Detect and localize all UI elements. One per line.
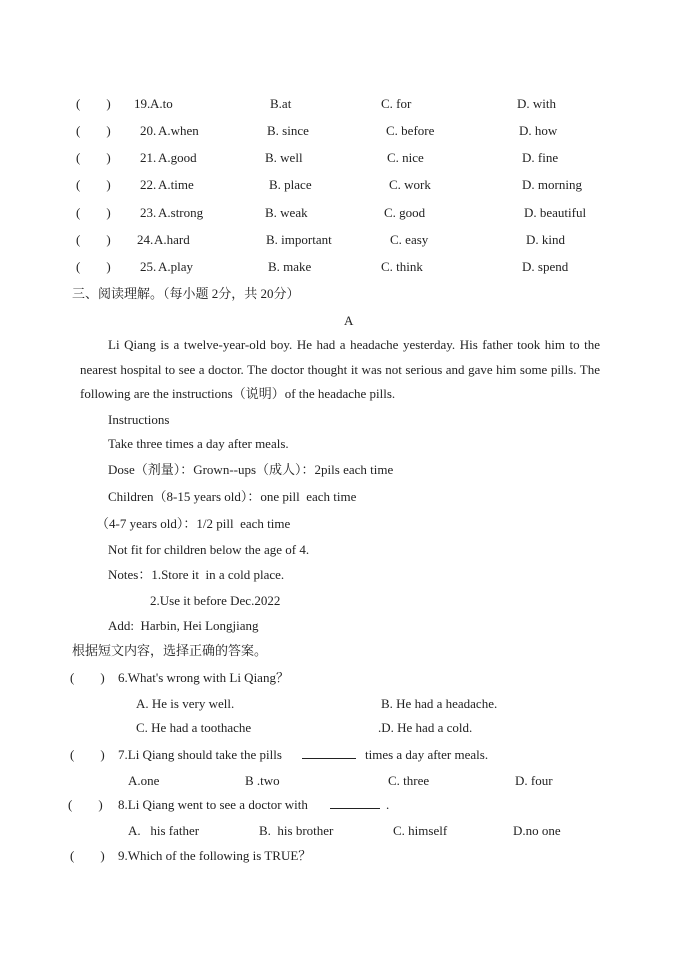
instructions-take: Take three times a day after meals. — [108, 436, 289, 451]
option-a: A.time — [158, 177, 194, 192]
passage-label: A — [344, 313, 354, 328]
answer-paren[interactable]: ( ) — [76, 177, 111, 192]
option-b: B. make — [268, 259, 312, 274]
option-a: A.when — [158, 123, 199, 138]
answer-paren[interactable]: ( ) — [68, 797, 103, 812]
instructions-notfit: Not fit for children below the age of 4. — [108, 542, 310, 557]
instructions-dose: Dose（剂量）：Grown--ups（成人）：2pils each time — [108, 462, 394, 477]
option-c: C. for — [381, 96, 412, 111]
option-a: A.to — [150, 96, 173, 111]
answer-paren[interactable]: ( ) — [76, 205, 111, 220]
option-d: D. how — [519, 123, 558, 138]
option-a: A. He is very well. — [136, 696, 235, 711]
question-stem-post: . — [386, 797, 390, 812]
question-number: 25. — [140, 259, 157, 274]
answer-paren[interactable]: ( ) — [70, 670, 105, 685]
option-b: B.at — [270, 96, 292, 111]
option-b: B. important — [266, 232, 332, 247]
option-d: D. beautiful — [524, 205, 587, 220]
option-d: D. with — [517, 96, 556, 111]
option-d: D. spend — [522, 259, 569, 274]
directive-text: 根据短文内容，选择正确的答案。 — [72, 643, 268, 658]
option-b: B. since — [267, 123, 309, 138]
question-number: 24. — [137, 232, 154, 247]
instructions-notes-1: Notes：1.Store it in a cold place. — [108, 567, 285, 582]
answer-paren[interactable]: ( ) — [76, 259, 111, 274]
option-a: A.good — [158, 150, 197, 165]
option-c: C. work — [389, 177, 431, 192]
instructions-heading: Instructions — [108, 412, 170, 427]
passage-text: Li Qiang is a twelve-year-old boy. He had a headache yesterday. His father took him to the nearest hospital to see a doctor. The doctor thought it was not serious and gave him some pills. The following are the instructions（说明）of the headache pills. — [80, 337, 600, 401]
option-b: B. his brother — [259, 823, 334, 838]
answer-blank[interactable] — [302, 747, 356, 763]
instructions-notes-2: 2.Use it before Dec.2022 — [150, 593, 281, 608]
question-stem: 6.What's wrong with Li Qiang？ — [118, 670, 289, 685]
option-a: A.one — [128, 773, 160, 788]
answer-paren[interactable]: ( ) — [76, 123, 111, 138]
question-number: 22. — [140, 177, 157, 192]
section-title: 三、阅读理解。（每小题 2分，共 20分） — [72, 286, 300, 301]
option-a: A.strong — [158, 205, 204, 220]
question-number: 23. — [140, 205, 157, 220]
option-a: A.play — [158, 259, 194, 274]
option-b: B. He had a headache. — [381, 696, 498, 711]
option-d: .D. He had a cold. — [378, 720, 473, 735]
option-b: B. well — [265, 150, 303, 165]
option-d: D. morning — [522, 177, 582, 192]
question-stem-post: times a day after meals. — [365, 747, 489, 762]
answer-paren[interactable]: ( ) — [76, 96, 111, 111]
option-c: C. good — [384, 205, 426, 220]
question-number: 19. — [134, 96, 151, 111]
question-number: 20. — [140, 123, 157, 138]
option-b: B .two — [245, 773, 280, 788]
answer-paren[interactable]: ( ) — [70, 848, 105, 863]
answer-paren[interactable]: ( ) — [76, 150, 111, 165]
answer-blank[interactable] — [330, 797, 380, 813]
option-c: C. He had a toothache — [136, 720, 252, 735]
option-a: A.hard — [154, 232, 190, 247]
instructions-children: Children（8-15 years old）：one pill each time — [108, 489, 357, 504]
instructions-address: Add: Harbin, Hei Longjiang — [108, 618, 259, 633]
option-d: D. fine — [522, 150, 559, 165]
option-c: C. think — [381, 259, 423, 274]
option-c: C. nice — [387, 150, 424, 165]
question-stem-pre: 7.Li Qiang should take the pills — [118, 747, 282, 762]
option-c: C. three — [388, 773, 430, 788]
instructions-young: （4-7 years old）：1/2 pill each time — [96, 516, 291, 531]
option-c: C. easy — [390, 232, 429, 247]
option-d: D.no one — [513, 823, 561, 838]
option-b: B. weak — [265, 205, 308, 220]
option-c: C. before — [386, 123, 435, 138]
question-stem: 9.Which of the following is TRUE？ — [118, 848, 312, 863]
option-d: D. four — [515, 773, 553, 788]
answer-paren[interactable]: ( ) — [70, 747, 105, 762]
option-a: A. his father — [128, 823, 200, 838]
question-stem-pre: 8.Li Qiang went to see a doctor with — [118, 797, 308, 812]
option-b: B. place — [269, 177, 312, 192]
answer-paren[interactable]: ( ) — [76, 232, 111, 247]
question-number: 21. — [140, 150, 157, 165]
option-c: C. himself — [393, 823, 448, 838]
option-d: D. kind — [526, 232, 565, 247]
